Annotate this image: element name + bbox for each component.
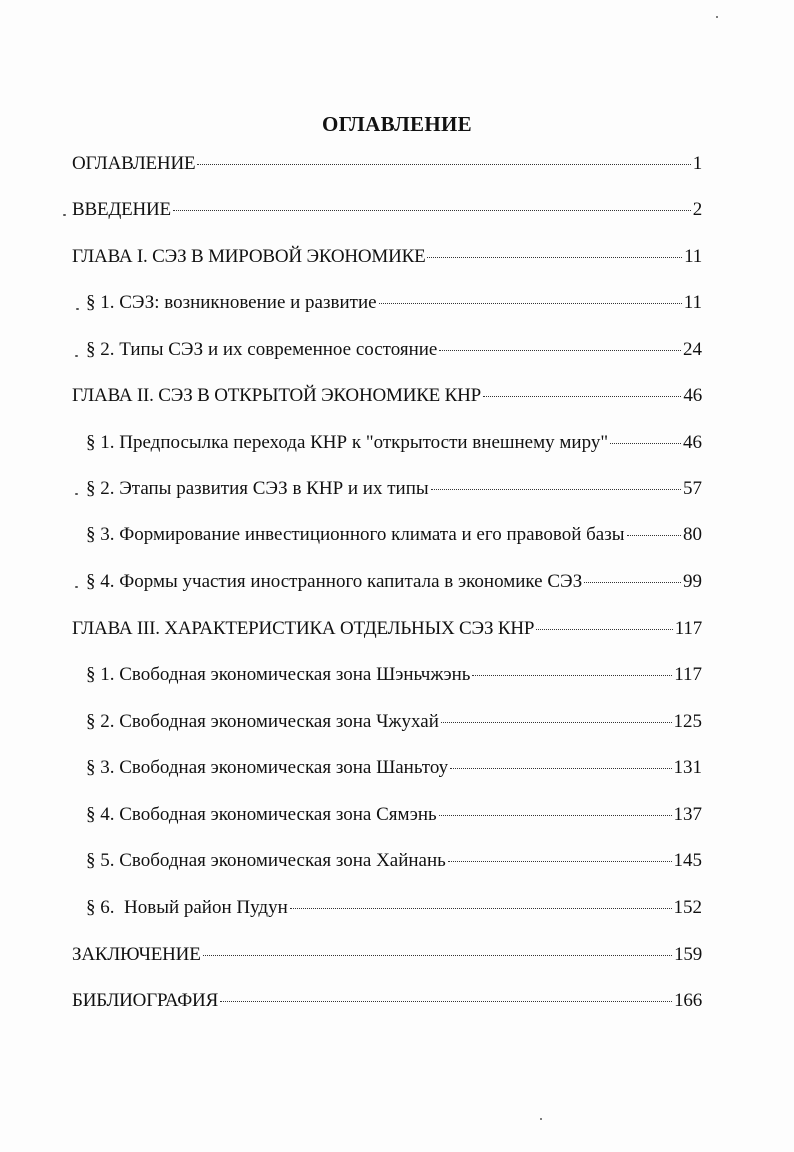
toc-entry-conclusion — [72, 944, 702, 970]
dot-leader — [472, 674, 672, 676]
dot-leader — [439, 814, 672, 816]
toc-entry-page: 125 — [673, 711, 702, 732]
toc-entry-page: 159 — [674, 944, 702, 965]
toc-entry-label: § 1. Предпосылка перехода КНР к "открытости внешнему миру" — [86, 432, 609, 453]
dot-leader — [427, 256, 682, 258]
toc-entry-label: § 2. Этапы развития СЭЗ в КНР и их типы — [86, 478, 429, 499]
toc-entry-section-3-6 — [86, 897, 702, 923]
toc-entry-introduction — [72, 199, 702, 225]
dot-leader — [441, 721, 672, 723]
toc-entry-chapter-2 — [72, 385, 702, 411]
toc-entry-page: 117 — [674, 664, 702, 685]
dot-leader — [290, 907, 672, 909]
toc-entry-page: 166 — [674, 990, 702, 1011]
toc-entry-page: 11 — [684, 246, 702, 267]
toc-entry-label: ОГЛАВЛЕНИЕ — [72, 153, 196, 174]
toc-entry-page: 80 — [683, 524, 702, 545]
toc-entry-page: 99 — [683, 571, 702, 592]
toc-entry-label: БИБЛИОГРАФИЯ — [72, 990, 219, 1011]
toc-entry-page: 2 — [692, 199, 702, 220]
toc-entry-section-2-3 — [86, 524, 702, 550]
toc-entry-label: § 1. СЭЗ: возникновение и развитие — [86, 292, 377, 313]
dot-leader — [439, 349, 681, 351]
toc-entry-page: 11 — [683, 292, 702, 313]
scan-speck — [540, 1118, 542, 1120]
toc-entry-label: § 3. Свободная экономическая зона Шаньтоу — [86, 757, 449, 778]
toc-entry-label: § 2. Свободная экономическая зона Чжухай — [86, 711, 439, 732]
toc-entry-page: 131 — [673, 757, 702, 778]
toc-entry-label: § 1. Свободная экономическая зона Шэньчжэнь — [86, 664, 471, 685]
scan-speck — [75, 493, 78, 495]
toc-entry-section-3-2 — [86, 711, 702, 737]
toc-entry-label: ВВЕДЕНИЕ — [72, 199, 171, 220]
toc-entry-page: 24 — [683, 339, 702, 360]
toc-entry-section-2-1 — [86, 432, 702, 458]
toc-entry-label: ЗАКЛЮЧЕНИЕ — [72, 944, 201, 965]
toc-entry-label: § 4. Формы участия иностранного капитала в экономике СЭЗ — [86, 571, 583, 592]
toc-entry-section-3-3 — [86, 757, 702, 783]
dot-leader — [450, 767, 671, 769]
toc-entry-page: 117 — [674, 618, 702, 639]
dot-leader — [627, 534, 681, 536]
dot-leader — [584, 581, 681, 583]
page-title: ОГЛАВЛЕНИЕ — [322, 112, 472, 136]
toc-entry-page: 57 — [683, 478, 702, 499]
toc-entry-page: 46 — [683, 385, 702, 406]
toc-entry-section-2-4 — [86, 571, 702, 597]
toc-entry-bibliography — [72, 990, 702, 1016]
toc-entry-section-1-1 — [86, 292, 702, 318]
toc-entry-label: § 2. Типы СЭЗ и их современное состояние — [86, 339, 438, 360]
toc-entry-section-3-4 — [86, 804, 702, 830]
dot-leader — [448, 860, 672, 862]
dot-leader — [379, 302, 682, 304]
dot-leader — [220, 1000, 672, 1002]
scan-speck — [75, 355, 78, 357]
dot-leader — [536, 628, 673, 630]
toc-entry-section-3-5 — [86, 850, 702, 876]
toc-entry-page: 152 — [673, 897, 702, 918]
dot-leader — [173, 209, 691, 211]
toc-entry-page: 46 — [683, 432, 702, 453]
toc-entry-section-1-2 — [86, 339, 702, 365]
scan-speck — [75, 586, 78, 588]
scan-speck — [63, 214, 66, 216]
toc-entry-label: ГЛАВА II. СЭЗ В ОТКРЫТОЙ ЭКОНОМИКЕ КНР — [72, 385, 481, 406]
toc-entry-chapter-3 — [72, 618, 702, 644]
scan-speck — [76, 308, 79, 310]
toc-entry-page: 1 — [692, 153, 702, 174]
toc-entry-section-2-2 — [86, 478, 702, 504]
scan-speck — [716, 16, 718, 18]
dot-leader — [610, 442, 681, 444]
toc-entry-page: 137 — [673, 804, 702, 825]
toc-entry-chapter-1 — [72, 246, 702, 272]
dot-leader — [197, 163, 690, 165]
dot-leader — [431, 488, 681, 490]
toc-entry-section-3-1 — [86, 664, 702, 690]
toc-entry-label: ГЛАВА I. СЭЗ В МИРОВОЙ ЭКОНОМИКЕ — [72, 246, 426, 267]
toc-entry-label: § 6. Новый район Пудун — [86, 897, 288, 918]
toc-entry-page: 145 — [673, 850, 702, 871]
toc-entry-label: ГЛАВА III. ХАРАКТЕРИСТИКА ОТДЕЛЬНЫХ СЭЗ КНР — [72, 618, 535, 639]
toc-entry-label: § 3. Формирование инвестиционного климата и его правовой базы — [86, 524, 625, 545]
toc-entry-contents — [72, 153, 702, 179]
dot-leader — [483, 395, 681, 397]
dot-leader — [203, 954, 672, 956]
toc-entry-label: § 4. Свободная экономическая зона Сямэнь — [86, 804, 437, 825]
toc-entry-label: § 5. Свободная экономическая зона Хайнань — [86, 850, 446, 871]
